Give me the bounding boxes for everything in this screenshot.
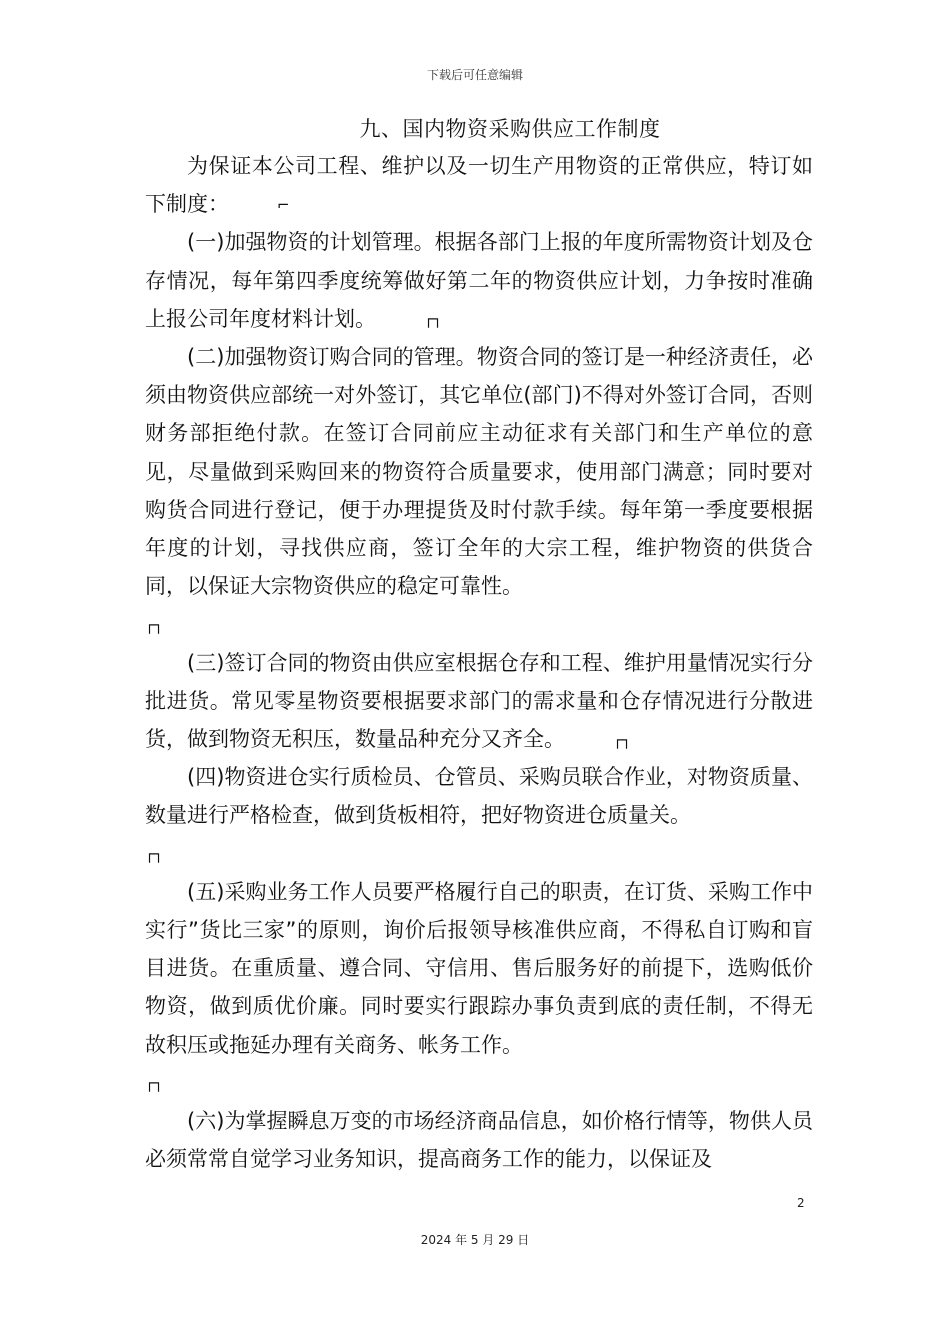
paragraph-5 [145, 873, 813, 1064]
paragraph-2 [145, 338, 813, 605]
paragraph-1 [145, 223, 813, 338]
paragraph-3 [145, 644, 813, 759]
paragraph-4-text: (四)物资进仓实行质检员、仓管员、采购员联合作业，对物资质量、数量进行严格检查，做到货板相符，把好物资进仓质量关。 [145, 765, 813, 828]
document-title: 九、国内物资采购供应工作制度 [359, 117, 661, 141]
paragraph-mark-icon: ┌┐ [145, 1074, 164, 1093]
intro-paragraph [145, 147, 813, 223]
intro-text: 为保证本公司工程、维护以及一切生产用物资的正常供应，特订如下制度： [145, 154, 813, 217]
paragraph-6-text: (六)为掌握瞬息万变的市场经济商品信息，如价格行情等，物供人员必须常常自觉学习业务知识，提高商务工作的能力，以保证及 [145, 1109, 813, 1172]
paragraph-mark-line [145, 1064, 813, 1102]
header-note: 下载后可任意编辑 [426, 68, 523, 82]
paragraph-mark-line [145, 835, 813, 873]
paragraph-5-text: (五)采购业务工作人员要严格履行自己的职责，在订货、采购工作中实行”货比三家”的原则，询价后报领导核准供应商，不得私自订购和盲目进货。在重质量、遵合同、守信用、售后服务好的前提下，选购低价物资，做到质优价廉。同时要实行跟踪办事负责到底的责任制，不得无故积压或拖延办理有关商务、帐务工作。 [145, 879, 813, 1057]
paragraph-mark-line [145, 605, 813, 643]
footer-date: 2024 年 5 月 29 日 [420, 1233, 530, 1247]
paragraph-6 [145, 1102, 813, 1178]
paragraph-mark-icon: ┌┐ [145, 845, 164, 864]
paragraph-mark-icon: ┌┐ [613, 730, 632, 749]
paragraph-1-text: (一)加强物资的计划管理。根据各部门上报的年度所需物资计划及仓存情况，每年第四季度统筹做好第二年的物资供应计划，力争按时准确上报公司年度材料计划。 [145, 230, 813, 331]
paragraph-4 [145, 758, 813, 834]
page-number: 2 [797, 1196, 805, 1210]
paragraph-mark-icon: ⌐ [277, 195, 290, 214]
paragraph-mark-icon: ┌┐ [424, 310, 443, 329]
paragraph-mark-icon: ┌┐ [145, 615, 164, 634]
paragraph-2-text: (二)加强物资订购合同的管理。物资合同的签订是一种经济责任，必须由物资供应部统一对外签订，其它单位(部门)不得对外签订合同，否则财务部拒绝付款。在签订合同前应主动征求有关部门和生产单位的意见，尽量做到采购回来的物资符合质量要求，使用部门满意；同时要对购货合同进行登记，便于办理提货及时付款手续。每年第一季度要根据年度的计划，寻找供应商，签订全年的大宗工程，维护物资的供货合同，以保证大宗物资供应的稳定可靠性。 [145, 345, 813, 599]
document-body [145, 147, 813, 1178]
paragraph-3-text: (三)签订合同的物资由供应室根据仓存和工程、维护用量情况实行分批进货。常见零星物资要根据要求部门的需求量和仓存情况进行分散进货，做到物资无积压，数量品种充分又齐全。 [145, 650, 813, 752]
